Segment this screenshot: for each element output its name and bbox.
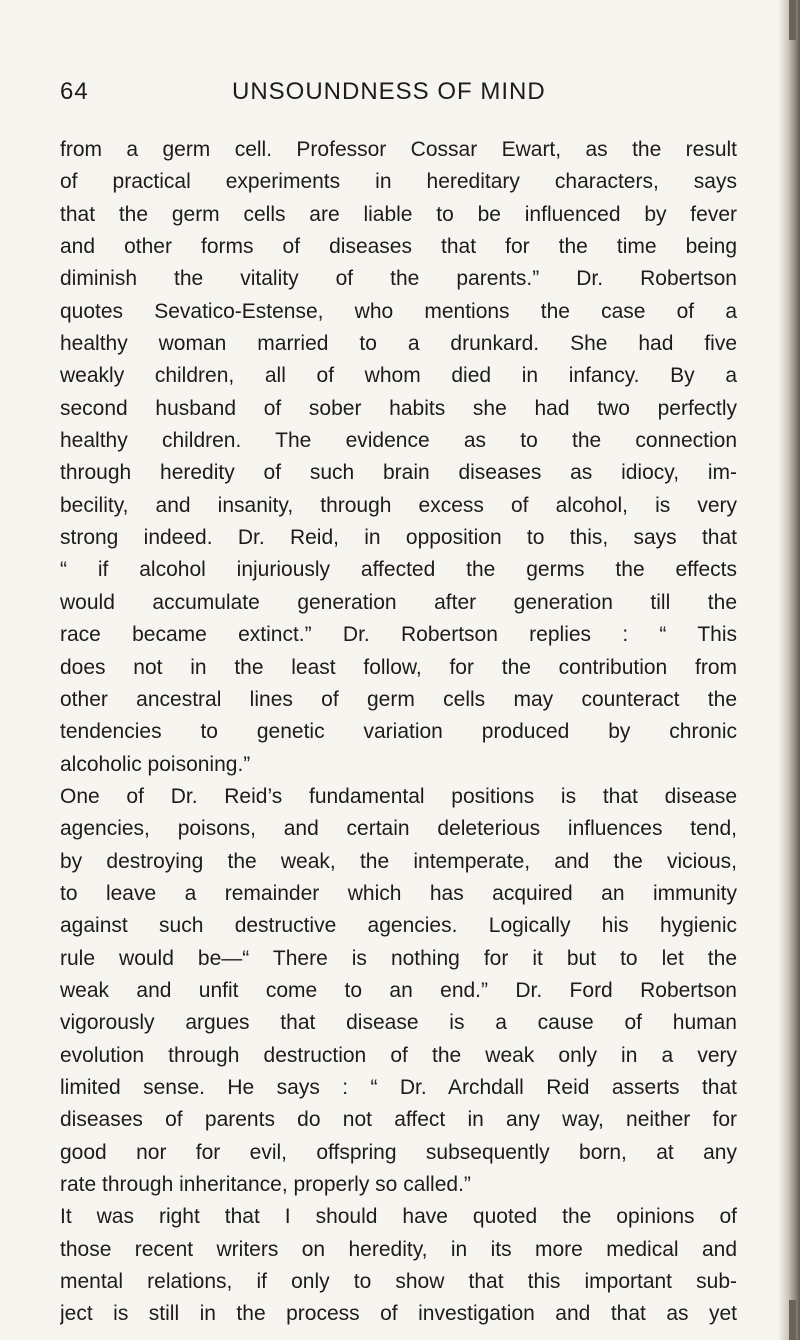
text-line: second husband of sober habits she had two perfectly xyxy=(60,396,737,420)
page-header xyxy=(60,78,710,112)
running-head: UNSOUNDNESS OF MIND xyxy=(232,78,546,105)
text-line: by destroying the weak, the intemperate, and the vicious, xyxy=(60,849,737,873)
text-line: agencies, poisons, and certain deleterious influences tend, xyxy=(60,817,737,841)
text-line: mental relations, if only to show that this important sub- xyxy=(60,1270,737,1294)
text-line: becility, and insanity, through excess of alcohol, is very xyxy=(60,493,737,517)
text-line: against such destructive agencies. Logically his hygienic xyxy=(60,914,737,938)
page-edge-shadow xyxy=(778,0,800,1340)
text-line: race became extinct.” Dr. Robertson replies : “ This xyxy=(60,623,737,647)
text-line: would accumulate generation after generation till the xyxy=(60,590,737,614)
text-line: It was right that I should have quoted the opinions of xyxy=(60,1205,737,1229)
text-line: diminish the vitality of the parents.” Dr. Robertson xyxy=(60,267,737,291)
text-line: vigorously argues that disease is a cause of human xyxy=(60,1011,737,1035)
text-line: evolution through destruction of the weak only in a very xyxy=(60,1043,737,1067)
page-number: 64 xyxy=(60,78,89,105)
text-line: strong indeed. Dr. Reid, in opposition to this, says that xyxy=(60,526,737,550)
text-line: does not in the least follow, for the contribution from xyxy=(60,655,737,679)
text-line: healthy children. The evidence as to the connection xyxy=(60,429,737,453)
text-line: weakly children, all of whom died in infancy. By a xyxy=(60,364,737,388)
text-line: weak and unfit come to an end.” Dr. Ford Robertson xyxy=(60,978,737,1002)
text-line: diseases of parents do not affect in any way, neither for xyxy=(60,1108,737,1132)
text-line: “ if alcohol injuriously affected the germs the effects xyxy=(60,558,737,582)
text-line: rate through inheritance, properly so called.” xyxy=(60,1173,471,1196)
text-line: other ancestral lines of germ cells may counteract the xyxy=(60,687,737,711)
text-line: from a germ cell. Professor Cossar Ewart, as the result xyxy=(60,138,737,161)
text-line: rule would be—“ There is nothing for it but to let the xyxy=(60,946,737,970)
text-line: of practical experiments in hereditary characters, says xyxy=(60,170,737,194)
text-line: alcoholic poisoning.” xyxy=(60,752,251,776)
text-line: ject is still in the process of investigation and that as yet xyxy=(60,1302,737,1326)
text-line: and other forms of diseases that for the time being xyxy=(60,235,737,259)
text-line: One of Dr. Reid’s fundamental positions is that disease xyxy=(60,784,737,808)
text-line: through heredity of such brain diseases as idiocy, im- xyxy=(60,461,737,485)
text-line: to leave a remainder which has acquired an immunity xyxy=(60,881,737,905)
text-line: quotes Sevatico-Estense, who mentions the case of a xyxy=(60,299,737,323)
body-text xyxy=(60,134,737,1331)
page-edge-mark xyxy=(789,1300,796,1340)
text-line: healthy woman married to a drunkard. She had five xyxy=(60,332,737,356)
text-line: limited sense. He says : “ Dr. Archdall Reid asserts that xyxy=(60,1075,737,1099)
text-line: those recent writers on heredity, in its more medical and xyxy=(60,1237,737,1261)
page-edge-mark xyxy=(789,0,796,40)
text-line: tendencies to genetic variation produced by chronic xyxy=(60,720,737,744)
text-line: that the germ cells are liable to be influenced by fever xyxy=(60,202,737,226)
text-line: good nor for evil, offspring subsequently born, at any xyxy=(60,1140,737,1164)
